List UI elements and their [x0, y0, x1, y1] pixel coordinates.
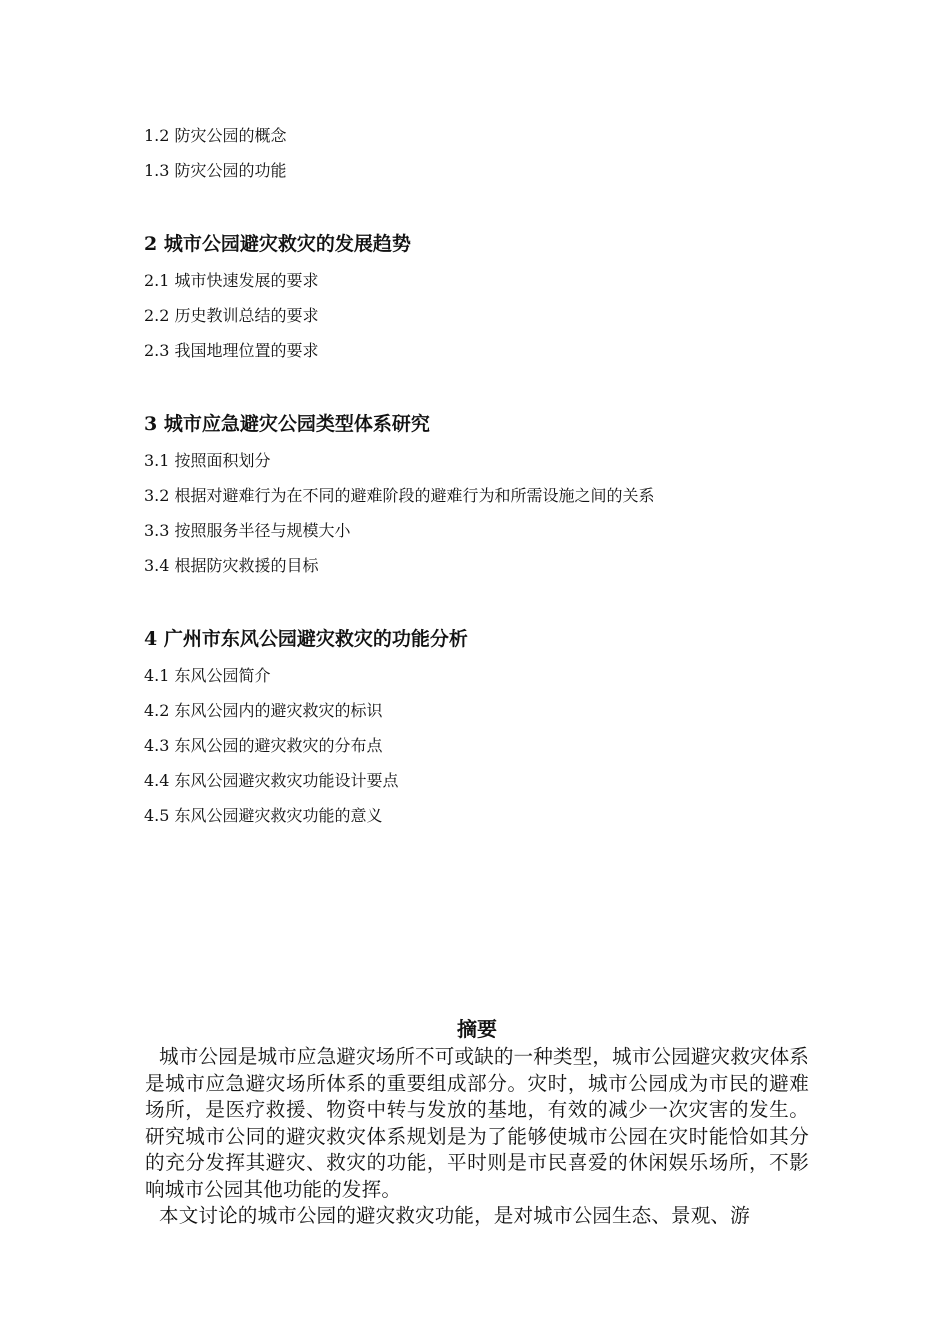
table-of-contents	[144, 118, 824, 833]
toc-heading-section-4: 4 广州市东风公园避灾救灾的功能分析	[144, 628, 468, 650]
toc-item: 3.3 按照服务半径与规模大小	[144, 521, 351, 540]
abstract-title: 摘要	[457, 1017, 497, 1041]
toc-item: 3.2 根据对避难行为在不同的避难阶段的避难行为和所需设施之间的关系	[144, 486, 655, 505]
toc-item: 4.3 东风公园的避灾救灾的分布点	[144, 736, 383, 755]
toc-item: 1.3 防灾公园的功能	[144, 161, 287, 180]
toc-item: 2.1 城市快速发展的要求	[144, 271, 319, 290]
toc-item: 3.4 根据防灾救援的目标	[144, 556, 319, 575]
abstract-paragraph: 城市公园是城市应急避灾场所不可或缺的一种类型，城市公园避灾救灾体系是城市应急避灾场所体系的重要组成部分。灾时，城市公园成为市民的避难场所，是医疗救援、物资中转与发放的基地，有效的减少一次灾害的发生。研究城市公同的避灾救灾体系规划是为了能够使城市公园在灾时能恰如其分的充分发挥其避灾、救灾的功能，平时则是市民喜爱的休闲娱乐场所，不影响城市公园其他功能的发挥。	[145, 1045, 809, 1201]
abstract-section	[145, 1014, 809, 1230]
toc-item: 4.2 东风公园内的避灾救灾的标识	[144, 701, 383, 720]
toc-item: 4.1 东风公园简介	[144, 666, 271, 685]
toc-item: 2.2 历史教训总结的要求	[144, 306, 319, 325]
abstract-paragraph: 本文讨论的城市公园的避灾救灾功能，是对城市公园生态、景观、游	[159, 1204, 750, 1227]
toc-item: 3.1 按照面积划分	[144, 451, 271, 470]
toc-item: 2.3 我国地理位置的要求	[144, 341, 319, 360]
toc-item: 4.5 东风公园避灾救灾功能的意义	[144, 806, 383, 825]
toc-heading-section-3: 3 城市应急避灾公园类型体系研究	[144, 413, 430, 435]
toc-item: 1.2 防灾公园的概念	[144, 126, 287, 145]
toc-heading-section-2: 2 城市公园避灾救灾的发展趋势	[144, 233, 411, 255]
toc-item: 4.4 东风公园避灾救灾功能设计要点	[144, 771, 399, 790]
